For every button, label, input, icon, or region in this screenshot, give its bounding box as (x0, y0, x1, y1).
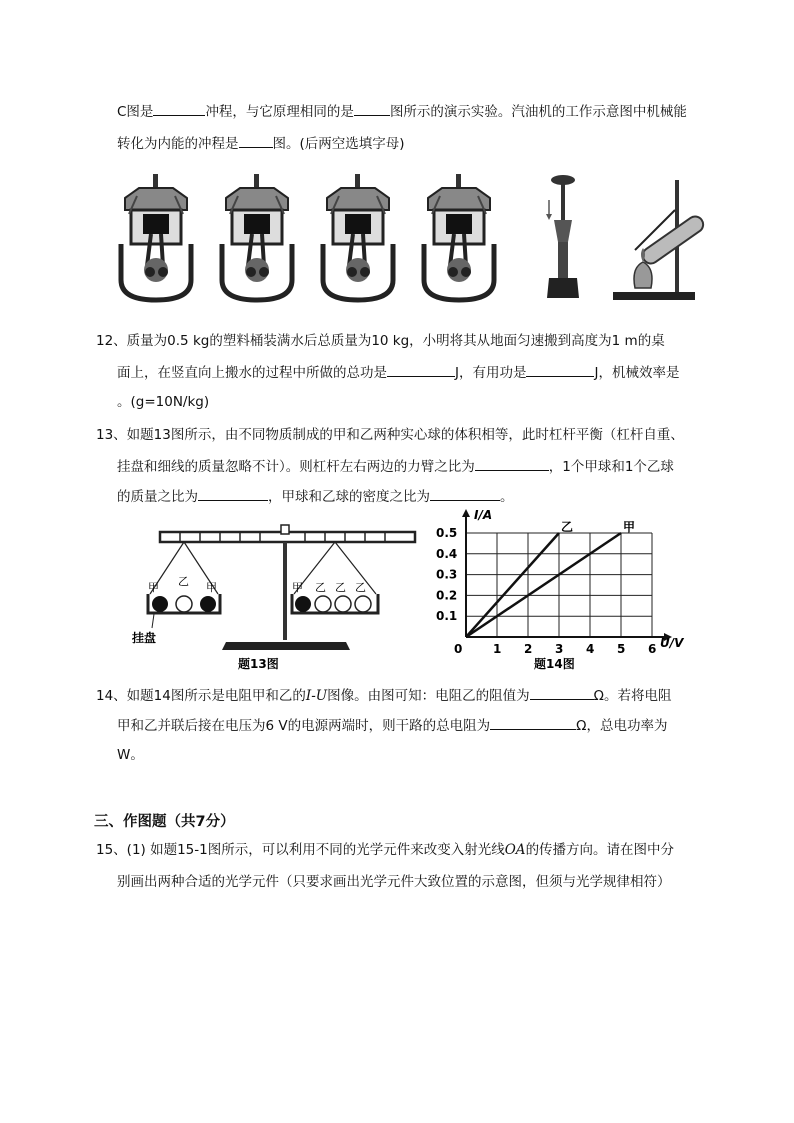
engine-diagram-d (424, 174, 494, 300)
test-tube-heating-apparatus (613, 180, 706, 300)
series-label-0: 乙 (561, 520, 574, 534)
chart-grid (466, 533, 652, 637)
right-label-4: 乙 (355, 581, 366, 594)
section-3-title: 三、作图题（共7分） (94, 814, 235, 830)
left-label-3: 甲 (206, 581, 217, 594)
x-tick-label-2: 2 (524, 642, 533, 656)
q14-line-3: W。 (117, 747, 144, 763)
q11-blank-3[interactable] (239, 133, 273, 148)
ball-yi-left (176, 596, 192, 612)
x-tick-label-1: 1 (493, 642, 502, 656)
right-label-1: 甲 (292, 581, 303, 594)
engine-diagram (121, 174, 191, 300)
x-tick-label-6: 6 (648, 642, 657, 656)
q12-blank-useful-work[interactable] (526, 362, 594, 377)
q14-line-1: 14、如题14图所示是电阻甲和乙的I-U图像。由图可知：电阻乙的阻值为 Ω。若将电阻 (96, 685, 671, 706)
y-axis-label: I/A (474, 508, 493, 522)
pan-label: 挂盘 (132, 631, 157, 645)
lever-figure (132, 520, 430, 672)
ball-jia-right (295, 596, 311, 612)
q13-line-2: 挂盘和细线的质量忽略不计）。则杠杆左右两边的力臂之比为 ，1个甲球和1个乙球 (117, 456, 674, 477)
y-axis-arrow (462, 509, 470, 517)
ball-yi-right-2 (335, 596, 351, 612)
q13-line-3: 的质量之比为 ，甲球和乙球的密度之比为 。 (117, 486, 514, 507)
q13-line-1: 13、如题13图所示，由不同物质制成的甲和乙两种实心球的体积相等，此时杠杆平衡（杠杆自重、 (96, 427, 684, 443)
q11-blank-1[interactable] (153, 101, 205, 116)
air-compression-apparatus (546, 175, 579, 298)
q11-line-1: C图是 冲程，与它原理相同的是 图所示的演示实验。汽油机的工作示意图中机械能 (117, 101, 687, 122)
q11-line-2: 转化为内能的冲程是 图。(后两空选填字母) (117, 133, 405, 154)
engine-strokes-figure (115, 170, 705, 305)
q12-line-2: 面上，在竖直向上搬水的过程中所做的总功是 J，有用功是 J，机械效率是 (117, 362, 679, 383)
q12-line-1: 12、质量为0.5 kg的塑料桶装满水后总质量为10 kg，小明将其从地面匀速搬到高度为1 m的桌 (96, 333, 665, 349)
ball-jia-left-1 (152, 596, 168, 612)
x-tick-label-0: 0 (454, 642, 463, 656)
left-label-1: 甲 (148, 581, 159, 594)
x-tick-label-5: 5 (617, 642, 626, 656)
y-tick-label-0: 0.1 (436, 609, 458, 624)
engine-diagram-b (222, 174, 292, 300)
y-tick-label-2: 0.3 (436, 567, 458, 582)
y-tick-label-4: 0.5 (436, 526, 458, 540)
right-label-3: 乙 (335, 581, 346, 594)
y-tick-label-3: 0.4 (436, 546, 458, 561)
q15-line-1: 15、(1) 如题15-1图所示，可以利用不同的光学元件来改变入射光线OA的传播方向。请在图中分 (96, 842, 675, 858)
q14-blank-resistance-yi[interactable] (530, 685, 594, 700)
q13-blank-density-ratio[interactable] (430, 486, 500, 501)
engine-diagram-c (323, 174, 393, 300)
right-label-2: 乙 (315, 581, 326, 594)
q13-blank-mass-ratio[interactable] (198, 486, 268, 501)
q13-blank-arm-ratio[interactable] (475, 456, 549, 471)
fig13-caption: 题13图 (238, 657, 279, 671)
series-label-1: 甲 (623, 520, 636, 534)
q15-line-2: 别画出两种合适的光学元件（只要求画出光学元件大致位置的示意图，但须与光学规律相符） (117, 874, 671, 890)
q12-line-3: 。(g=10N/kg) (117, 394, 210, 410)
ball-yi-right-3 (355, 596, 371, 612)
fig14-caption: 题14图 (534, 657, 575, 671)
iu-chart (420, 505, 710, 673)
q14-line-2: 甲和乙并联后接在电压为6 V的电源两端时，则干路的总电阻为 Ω，总电功率为 (117, 715, 667, 736)
chart-series (466, 520, 635, 637)
x-tick-label-3: 3 (555, 642, 564, 656)
x-tick-label-4: 4 (586, 642, 595, 656)
q14-blank-total-resistance[interactable] (490, 715, 576, 730)
q12-blank-total-work[interactable] (387, 362, 455, 377)
ball-yi-right-1 (315, 596, 331, 612)
q11-blank-2[interactable] (354, 101, 390, 116)
ball-jia-left-2 (200, 596, 216, 612)
x-axis-label: U/V (660, 636, 684, 650)
y-tick-label-1: 0.2 (436, 588, 458, 603)
left-label-2: 乙 (178, 575, 189, 588)
